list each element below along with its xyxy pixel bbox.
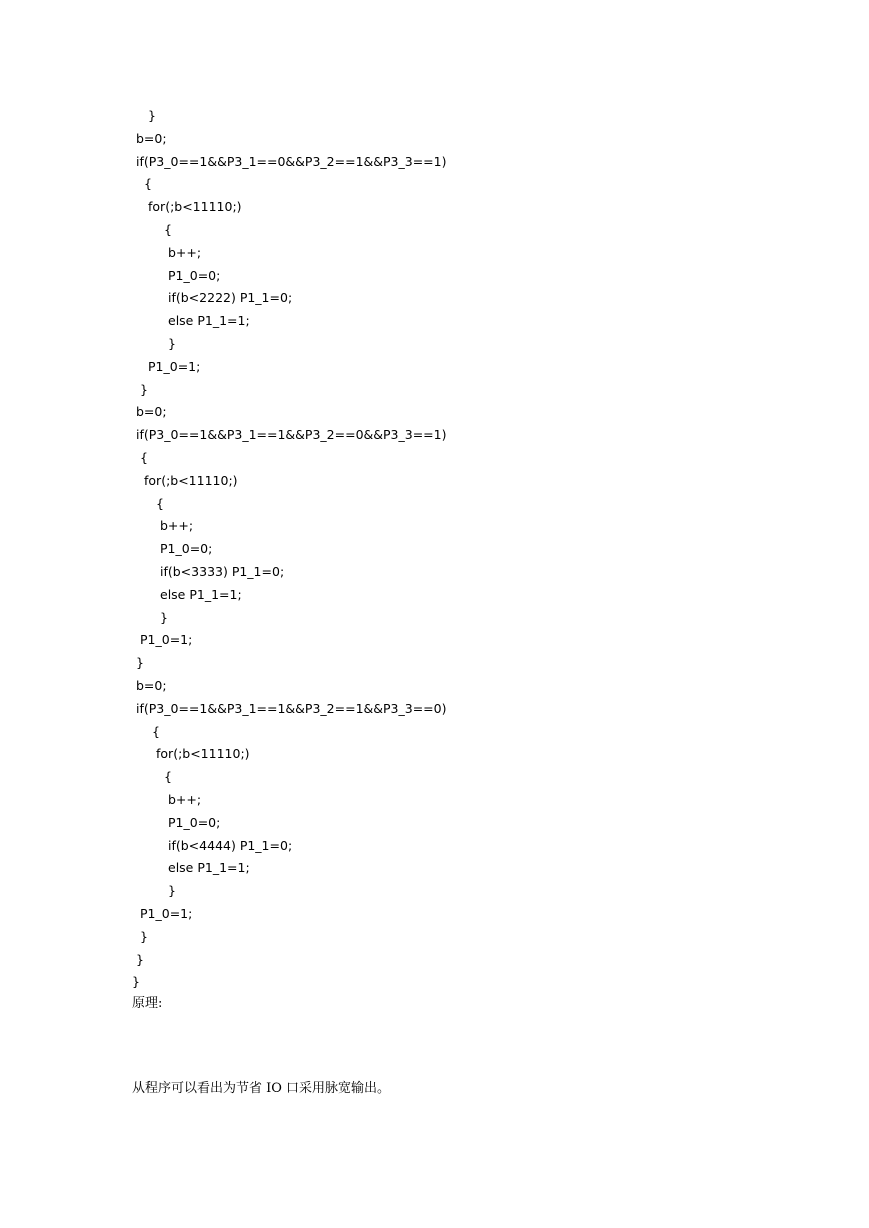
code-line: }: [132, 974, 140, 989]
code-line: b=0;: [136, 131, 167, 146]
code-line: P1_0=1;: [148, 359, 201, 374]
principle-heading: 原理:: [132, 996, 163, 1011]
code-line: if(b<4444) P1_1=0;: [168, 838, 293, 853]
code-line: {: [164, 769, 172, 784]
code-line: P1_0=0;: [160, 541, 213, 556]
code-line: for(;b<11110;): [156, 746, 250, 761]
code-line: for(;b<11110;): [148, 199, 242, 214]
code-line: b=0;: [136, 404, 167, 419]
code-line: else P1_1=1;: [168, 860, 250, 875]
code-line: else P1_1=1;: [168, 313, 250, 328]
code-line: }: [168, 883, 176, 898]
code-line: b=0;: [136, 678, 167, 693]
code-line: }: [140, 929, 148, 944]
code-line: if(b<2222) P1_1=0;: [168, 290, 293, 305]
code-line: P1_0=0;: [168, 815, 221, 830]
code-line: P1_0=1;: [140, 632, 193, 647]
principle-paragraph: 从程序可以看出为节省 IO 口采用脉宽输出。: [132, 1081, 391, 1096]
code-line: {: [140, 450, 148, 465]
code-line: {: [156, 496, 164, 511]
code-line: for(;b<11110;): [144, 473, 238, 488]
code-line: b++;: [168, 792, 202, 807]
code-line: }: [136, 655, 144, 670]
code-line: P1_0=0;: [168, 268, 221, 283]
code-line: P1_0=1;: [140, 906, 193, 921]
code-line: b++;: [160, 518, 194, 533]
code-line: b++;: [168, 245, 202, 260]
code-line: if(P3_0==1&&P3_1==1&&P3_2==0&&P3_3==1): [136, 427, 447, 442]
code-line: else P1_1=1;: [160, 587, 242, 602]
code-line: }: [160, 610, 168, 625]
code-line: if(b<3333) P1_1=0;: [160, 564, 285, 579]
code-line: }: [140, 382, 148, 397]
code-line: if(P3_0==1&&P3_1==1&&P3_2==1&&P3_3==0): [136, 701, 447, 716]
code-line: {: [164, 222, 172, 237]
code-line: }: [136, 952, 144, 967]
code-line: if(P3_0==1&&P3_1==0&&P3_2==1&&P3_3==1): [136, 154, 447, 169]
code-line: {: [144, 176, 152, 191]
code-line: {: [152, 724, 160, 739]
code-line: }: [148, 108, 156, 123]
code-line: }: [168, 336, 176, 351]
